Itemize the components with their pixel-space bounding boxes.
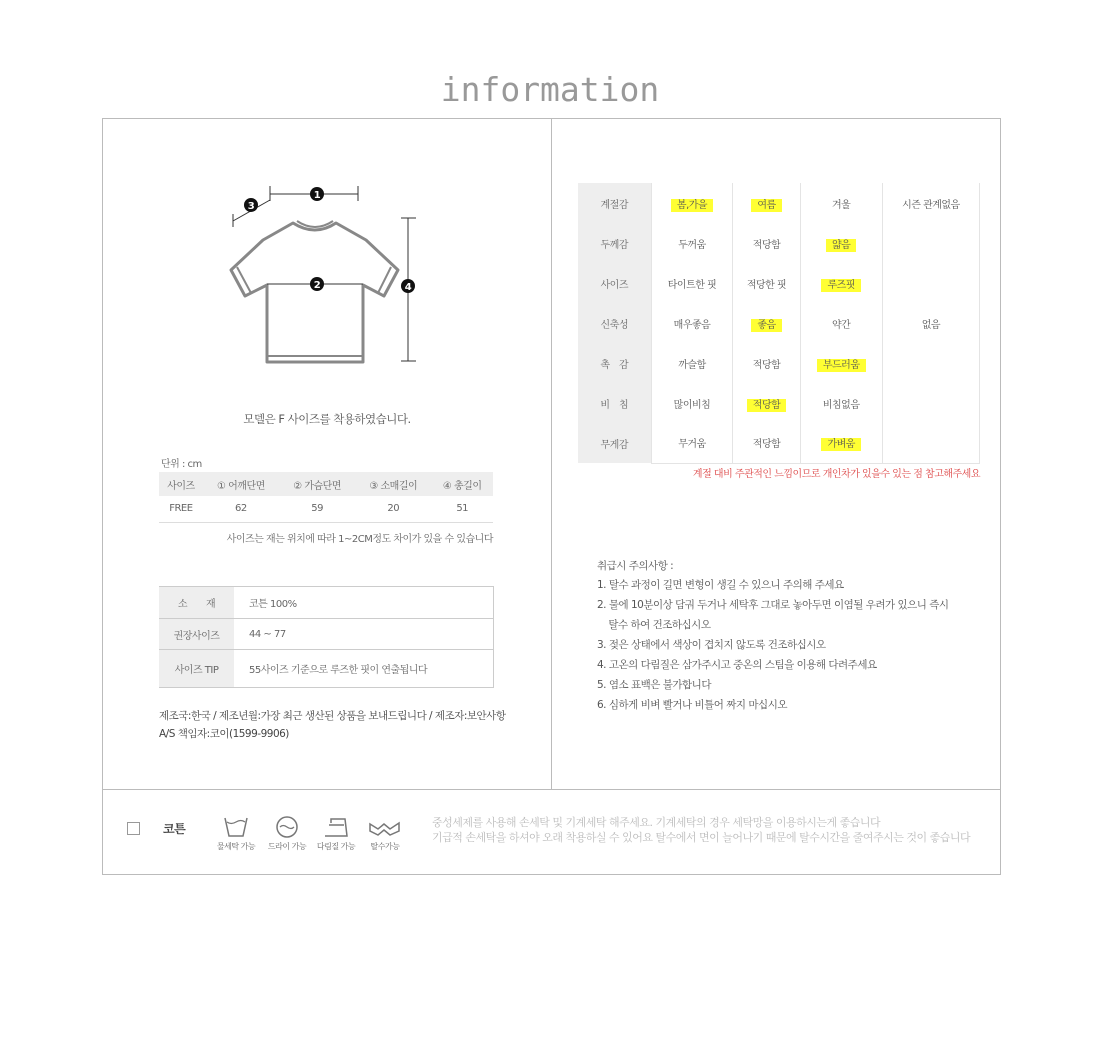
feel-row-label: 비 침: [578, 383, 651, 423]
feel-cell: [651, 343, 733, 383]
table-row: [578, 303, 980, 343]
feel-cell: [882, 343, 979, 383]
feel-cell: [651, 423, 733, 463]
feel-cell: [733, 183, 800, 223]
feel-value: 루즈핏: [821, 279, 860, 292]
unit-label: 단위 : cm: [161, 459, 202, 470]
size-variance-note: 사이즈는 재는 위치에 따라 1~2CM정도 차이가 있을 수 있습니다: [226, 534, 493, 545]
size-cell: 59: [279, 496, 355, 522]
page-title: information: [440, 70, 660, 109]
size-cell: 51: [431, 496, 493, 522]
feel-cell: [882, 183, 979, 223]
list-item: 2. 물에 10분이상 담궈 두거나 세탁후 그대로 놓아두면 이염될 우려가 있으니 즉시: [597, 599, 949, 611]
feel-cell: [733, 423, 800, 463]
feel-cell: [882, 383, 979, 423]
list-item: 4. 고온의 다림질은 삼가주시고 중온의 스팀을 이용해 다려주세요: [597, 659, 877, 671]
feel-value: 적당함: [747, 399, 786, 412]
feel-value: 좋음: [751, 319, 781, 332]
feel-cell: [733, 303, 800, 343]
feel-value: 적당함: [752, 359, 781, 371]
horizontal-divider: [103, 789, 1000, 790]
feel-value: 가벼움: [821, 438, 860, 451]
feel-value: 두꺼움: [678, 239, 706, 251]
feel-cell: [800, 343, 882, 383]
feel-cell: [882, 423, 979, 463]
feel-row-label: 촉 감: [578, 343, 651, 383]
feel-value: 까슬함: [678, 359, 706, 371]
origin-info: [159, 707, 505, 743]
feel-value: 매우좋음: [673, 319, 711, 331]
info-value: 코튼 100%: [234, 587, 494, 619]
feel-cell: [651, 383, 733, 423]
feel-cell: [882, 263, 979, 303]
feel-value: 비침없음: [822, 399, 860, 411]
feel-value: 겨울: [832, 199, 851, 211]
table-row: [578, 223, 980, 263]
feel-cell: [733, 223, 800, 263]
feel-value: 적당함: [752, 439, 781, 451]
washing-line: 중성세제를 사용해 손세탁 및 기계세탁 해주세요. 기계세탁의 경우 세탁망을 이용하시는게 좋습니다: [432, 816, 881, 829]
wash-icon-label: 드라이 가능: [267, 842, 307, 851]
feel-row-label: 계절감: [578, 183, 651, 223]
feel-cell: [882, 223, 979, 263]
list-item: 3. 젖은 상태에서 색상이 겹치지 않도록 건조하십시오: [597, 639, 826, 651]
size-header: ③ 소매길이: [355, 472, 431, 496]
feel-row-label: 신축성: [578, 303, 651, 343]
product-info-table: [159, 586, 494, 688]
feel-cell: [733, 343, 800, 383]
feel-cell: [882, 303, 979, 343]
washing-line: 기급적 손세탁을 하셔야 오래 착용하실 수 있어요 탈수에서 면이 늘어나기 때문에 탈수시간을 줄여주시는 것이 좋습니다: [432, 831, 971, 844]
table-row: [578, 423, 980, 463]
origin-line: 제조국:한국 / 제조년월:가장 최근 생산된 상품을 보내드립니다 / 제조자:보안사항: [159, 710, 506, 722]
table-row: [159, 496, 493, 522]
size-cell: FREE: [159, 496, 203, 522]
wash-icon-label: 탈수가능: [370, 842, 400, 851]
info-value: 55사이즈 기준으로 루즈한 핏이 연출됩니다: [234, 650, 494, 688]
list-item: 6. 심하게 비벼 빨거나 비틀어 짜지 마십시오: [597, 699, 787, 711]
size-table: [159, 472, 493, 523]
feel-cell: [800, 383, 882, 423]
vertical-divider: [551, 119, 552, 790]
tshirt-measurement-diagram: [225, 181, 425, 366]
feel-value: 무거움: [678, 439, 706, 451]
feel-cell: [800, 423, 882, 463]
feel-value: 얇음: [826, 239, 856, 252]
size-header: ④ 총길이: [431, 472, 493, 496]
iron-icon: [311, 815, 361, 852]
marker-4-label: 4: [404, 282, 412, 293]
dry-clean-icon: [262, 815, 312, 852]
size-header: ② 가슴단면: [279, 472, 355, 496]
marker-2-label: 2: [313, 280, 321, 291]
feel-cell: [800, 303, 882, 343]
feel-cell: [651, 303, 733, 343]
fabric-checkbox: [127, 822, 140, 835]
list-item: 1. 탈수 과정이 길면 변형이 생길 수 있으니 주의해 주세요: [597, 579, 844, 591]
feel-value: 많이비침: [673, 399, 711, 411]
hand-wash-icon: [211, 815, 261, 852]
feel-cell: [733, 383, 800, 423]
info-box: [102, 118, 1001, 875]
feel-value: 봄,가을: [671, 199, 713, 212]
feel-cell: [800, 223, 882, 263]
info-value: 44 ~ 77: [234, 619, 494, 650]
feel-cell: [651, 263, 733, 303]
feel-row-label: 두께감: [578, 223, 651, 263]
as-contact: A/S 책임자:코이(1599-9906): [159, 728, 289, 740]
info-label: 사이즈 TIP: [159, 650, 234, 688]
feel-cell: [733, 263, 800, 303]
table-row: [578, 263, 980, 303]
feel-cell: [800, 263, 882, 303]
model-size-note: 모델은 F 사이즈를 착용하였습니다.: [243, 412, 411, 426]
feel-value: 적당함: [752, 239, 781, 251]
table-row: [578, 383, 980, 423]
marker-1-label: 1: [313, 190, 321, 201]
wash-icon-label: 다림질 가능: [316, 842, 356, 851]
list-item: 탈수 하여 건조하십시오: [597, 619, 711, 631]
size-cell: 62: [203, 496, 279, 522]
fit-feel-table: [578, 183, 980, 464]
washing-instructions: [432, 815, 970, 845]
size-header: ① 어깨단면: [203, 472, 279, 496]
feel-value: 약간: [832, 319, 851, 331]
table-row: [578, 183, 980, 223]
feel-value: 타이트한 핏: [667, 279, 717, 291]
list-item: 5. 염소 표백은 불가합니다: [597, 679, 711, 691]
feel-value: 시즌 관계없음: [902, 199, 960, 211]
wash-icon-label: 물세탁 가능: [216, 842, 256, 851]
table-row: [578, 343, 980, 383]
care-list: [597, 575, 949, 715]
size-cell: 20: [355, 496, 431, 522]
feel-row-label: 무게감: [578, 423, 651, 463]
feel-value: 부드러움: [817, 359, 866, 372]
feel-value: 없음: [921, 319, 941, 331]
info-label: 권장사이즈: [159, 619, 234, 650]
marker-3-label: 3: [247, 201, 255, 212]
feel-cell: [800, 183, 882, 223]
table-row: [159, 587, 494, 619]
fabric-label: 코튼: [163, 822, 186, 836]
feel-value: 여름: [751, 199, 781, 212]
table-row: [159, 650, 494, 688]
feel-cell: [651, 183, 733, 223]
info-label: 소 재: [159, 587, 234, 619]
wring-icon: [360, 815, 410, 852]
feel-row-label: 사이즈: [578, 263, 651, 303]
care-title: 취급시 주의사항 :: [597, 560, 674, 572]
feel-cell: [651, 223, 733, 263]
feel-disclaimer: 계절 대비 주관적인 느낌이므로 개인차가 있을수 있는 점 참고해주세요: [692, 469, 980, 480]
table-row: [159, 619, 494, 650]
feel-value: 적당한 핏: [746, 279, 787, 291]
size-header: 사이즈: [159, 472, 203, 496]
